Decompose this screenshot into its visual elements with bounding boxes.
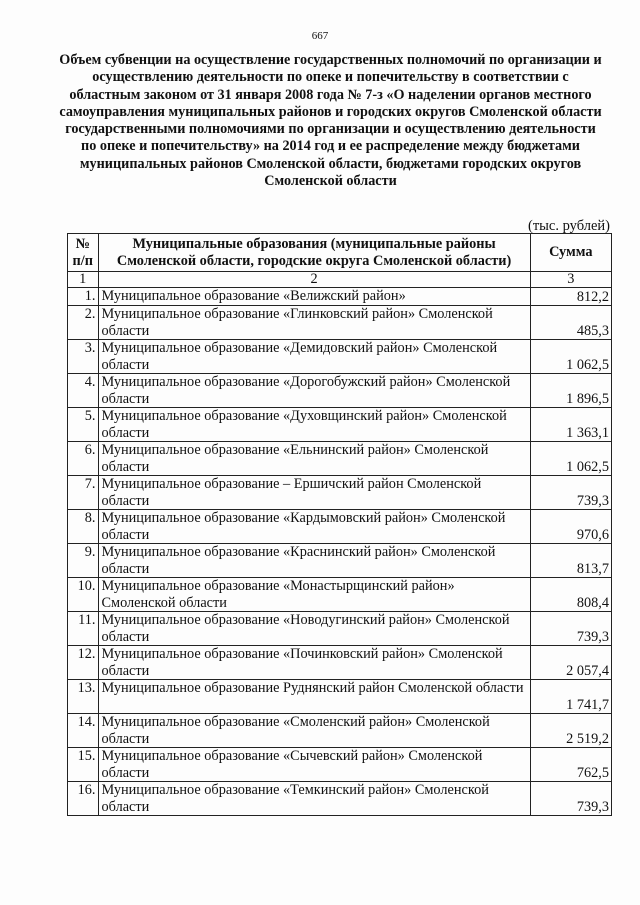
municipality-name: Муниципальное образование – Ершичский район Смоленской области	[98, 476, 530, 510]
subvention-amount: 485,3	[530, 306, 611, 340]
subvention-amount: 970,6	[530, 510, 611, 544]
municipality-name: Муниципальное образование «Сычевский район» Смоленской области	[98, 748, 530, 782]
municipality-name: Муниципальное образование «Дорогобужский район» Смоленской области	[98, 374, 530, 408]
row-number: 13.	[68, 680, 99, 714]
row-number: 7.	[68, 476, 99, 510]
row-number: 15.	[68, 748, 99, 782]
page-number: 667	[311, 30, 329, 42]
subvention-amount: 808,4	[530, 578, 611, 612]
municipality-name: Муниципальное образование Руднянский район Смоленской области	[98, 680, 530, 714]
municipality-name: Муниципальное образование «Темкинский район» Смоленской области	[98, 782, 530, 816]
table-row	[68, 714, 612, 748]
subvention-amount: 2 519,2	[530, 714, 611, 748]
subvention-amount: 2 057,4	[530, 646, 611, 680]
municipality-name: Муниципальное образование «Починковский район» Смоленской области	[98, 646, 530, 680]
table-row	[68, 442, 612, 476]
table-row	[68, 306, 612, 340]
table-row	[68, 544, 612, 578]
subvention-amount: 1 062,5	[530, 340, 611, 374]
municipality-name: Муниципальное образование «Глинковский район» Смоленской области	[98, 306, 530, 340]
subvention-amount: 762,5	[530, 748, 611, 782]
table-body	[68, 272, 612, 816]
subvention-amount: 739,3	[530, 782, 611, 816]
column-number: 1	[68, 272, 99, 288]
table-row	[68, 408, 612, 442]
table-row	[68, 374, 612, 408]
subvention-amount: 739,3	[530, 476, 611, 510]
column-numbers-row	[68, 272, 612, 288]
table-row	[68, 510, 612, 544]
row-number: 3.	[68, 340, 99, 374]
table-row	[68, 578, 612, 612]
table-row	[68, 340, 612, 374]
table-row	[68, 680, 612, 714]
row-number: 8.	[68, 510, 99, 544]
subvention-table	[67, 233, 612, 816]
subvention-amount: 1 896,5	[530, 374, 611, 408]
row-number: 11.	[68, 612, 99, 646]
row-number: 9.	[68, 544, 99, 578]
row-number: 6.	[68, 442, 99, 476]
subvention-amount: 1 363,1	[530, 408, 611, 442]
column-number: 3	[530, 272, 611, 288]
municipality-name: Муниципальное образование «Монастырщинский район» Смоленской области	[98, 578, 530, 612]
municipality-name: Муниципальное образование «Ельнинский район» Смоленской области	[98, 442, 530, 476]
row-number: 2.	[68, 306, 99, 340]
row-number: 1.	[68, 288, 99, 306]
units-label: (тыс. рублей)	[528, 218, 610, 234]
subvention-amount: 812,2	[530, 288, 611, 306]
row-number: 16.	[68, 782, 99, 816]
municipality-name: Муниципальное образование «Новодугинский район» Смоленской области	[98, 612, 530, 646]
table-row	[68, 476, 612, 510]
header-sum: Сумма	[530, 234, 611, 272]
document-title: Объем субвенции на осуществление государственных полномочий по организации и осуществлению деятельности по опеке и попечительству в соответствии с областным законом от 31 января 2008 года № 7-з «О наделении органов местного самоуправления муниципальных районов и городских округов Смоленской области государственными полномочиями по организации и осуществлению деятельности по опеке и попечительству» на 2014 год и ее распределение между бюджетами муниципальных районов Смоленской области, бюджетами городских округов Смоленской области	[59, 52, 602, 190]
table-row	[68, 612, 612, 646]
subvention-amount: 1 062,5	[530, 442, 611, 476]
row-number: 10.	[68, 578, 99, 612]
municipality-name: Муниципальное образование «Духовщинский район» Смоленской области	[98, 408, 530, 442]
header-name: Муниципальные образования (муниципальные районы Смоленской области, городские округа Смоленской области)	[98, 234, 530, 272]
table-row	[68, 288, 612, 306]
municipality-name: Муниципальное образование «Кардымовский район» Смоленской области	[98, 510, 530, 544]
table-header-row	[68, 234, 612, 272]
header-num: № п/п	[68, 234, 99, 272]
column-number: 2	[98, 272, 530, 288]
municipality-name: Муниципальное образование «Велижский район»	[98, 288, 530, 306]
table-row	[68, 748, 612, 782]
row-number: 5.	[68, 408, 99, 442]
municipality-name: Муниципальное образование «Краснинский район» Смоленской области	[98, 544, 530, 578]
subvention-amount: 813,7	[530, 544, 611, 578]
table-row	[68, 782, 612, 816]
row-number: 12.	[68, 646, 99, 680]
municipality-name: Муниципальное образование «Демидовский район» Смоленской области	[98, 340, 530, 374]
subvention-amount: 739,3	[530, 612, 611, 646]
subvention-amount: 1 741,7	[530, 680, 611, 714]
table-row	[68, 646, 612, 680]
row-number: 4.	[68, 374, 99, 408]
municipality-name: Муниципальное образование «Смоленский район» Смоленской области	[98, 714, 530, 748]
row-number: 14.	[68, 714, 99, 748]
